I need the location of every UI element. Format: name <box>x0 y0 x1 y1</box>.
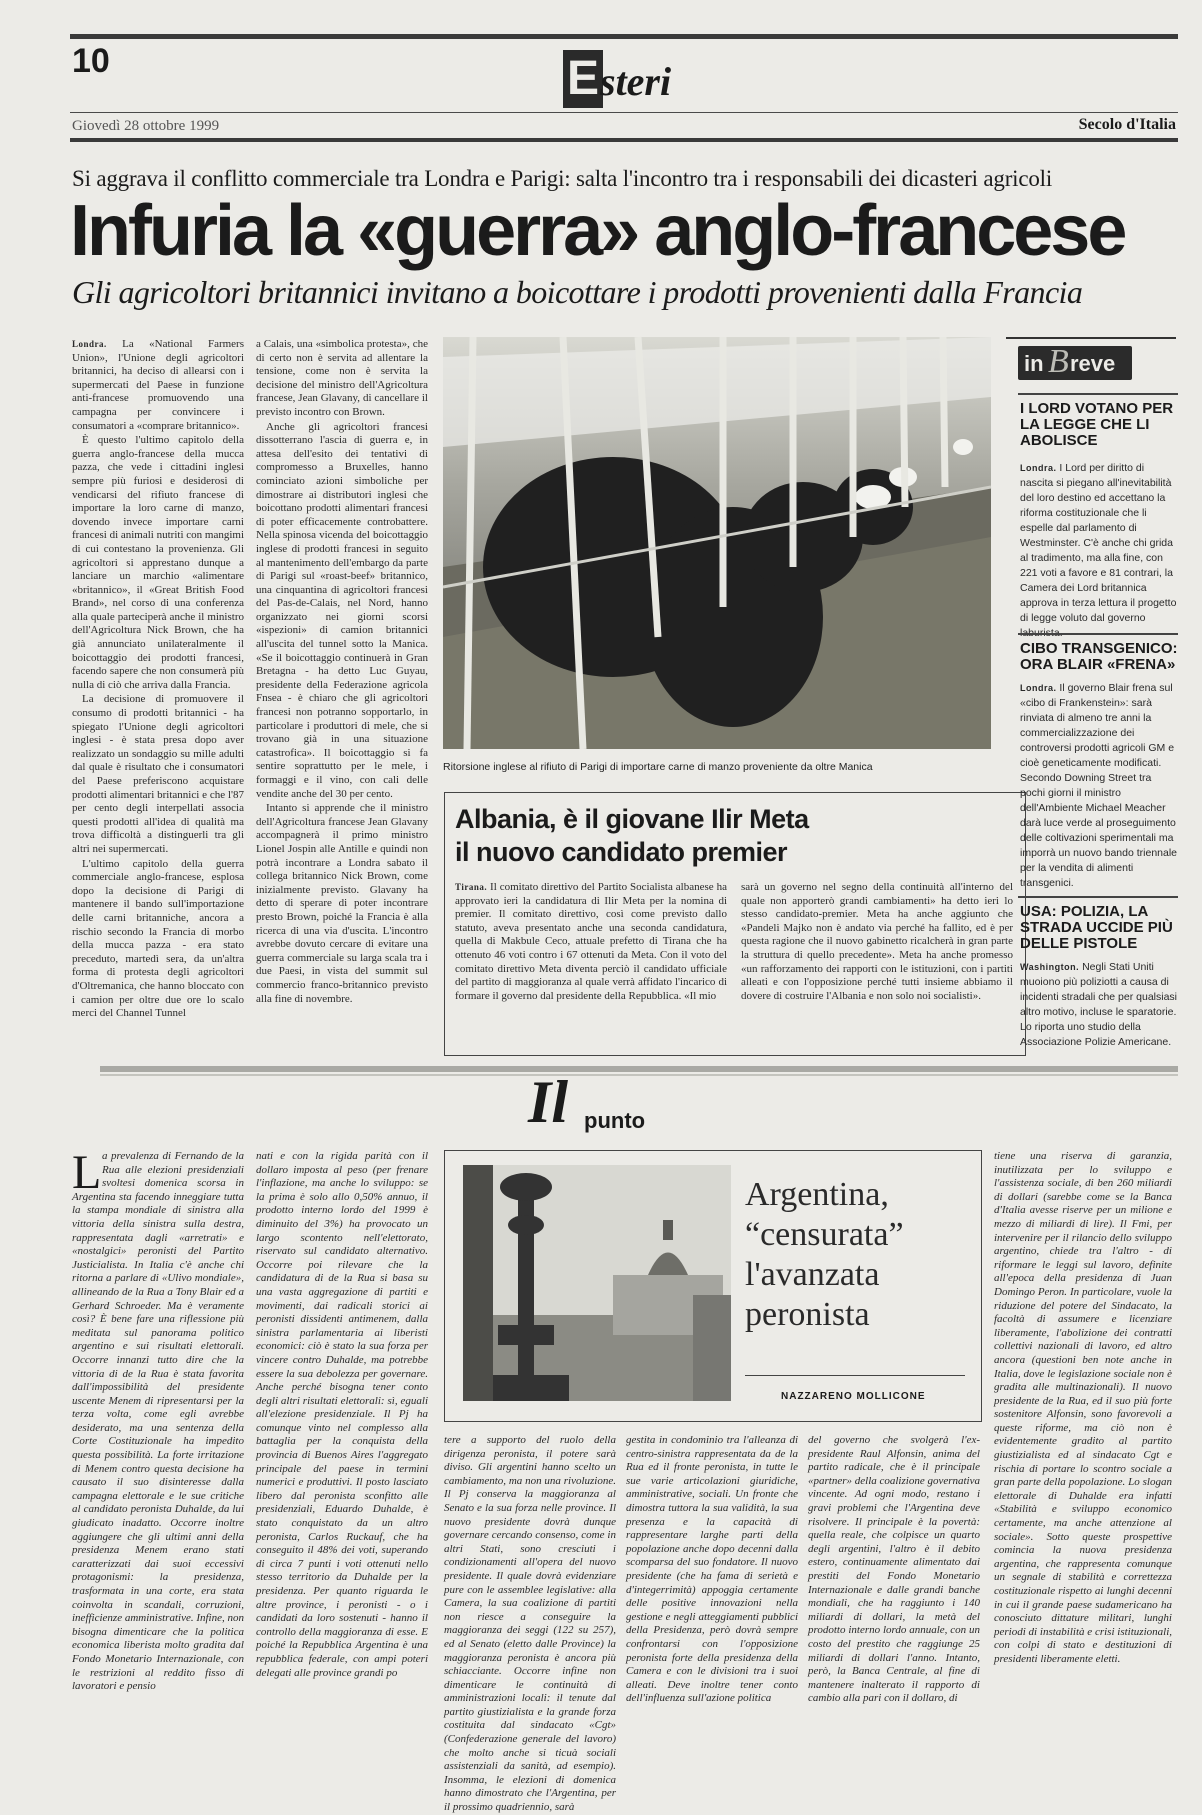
brief-title: CIBO TRANSGENICO: ORA BLAIR «FRENA» <box>1020 640 1178 673</box>
brief-text: Il governo Blair frena sul «cibo di Frankenstein»: sarà rinviata di almeno tre anni la commercializzazione dei controversi prodotti agricoli GM e cioè geneticamente modificati. Secondo Downing Street tra pochi giorni il ministro dell'Ambiente Michael Meacher darà luce verde al proseguimento delle coltivazioni sperimentali ma imporrà un nuovo bando triennale per la vendita di alimenti transgenici. <box>1020 682 1178 889</box>
feature-title-line4: peronista <box>745 1296 870 1333</box>
ilpunto-paragraph: nati e con la rigida parità con il dollaro imposta al peso (per frenare l'inflazione, ma anche lo sviluppo: se la prima è solo allo 0,50% annuo, il prodotto interno lordo del 1999 è diminuito del 3%) ha provocato un largo scontento nell'elettorato, riservato sul candidato alternativo. Occorre poi rilevare che la candidatura di de la Rua si basa su una vasta aggregazione di partiti e movimenti, dai radicali storici ai peronisti dissidenti antimenem, dalla sinistra parlamentaria ai liberisti economici: ciò è stato la sua forza per vincere contro Duhalde, ma potrebbe essere la sua debolezza per governare. Anche perché bisogna tener conto degli altri risultati elettorali: sì, eguali all'elezione presidenziale. Il Pj ha comunque vinto nel complesso alla battaglia per la conquista della provincia di Buenos Aires l'aggregato principale del paese in termini numerici e produttivi. Il posto lasciato libero dal peronista sconfitto alle presidenziali, Eduardo Duhalde, è stato conquistato da un altro peronista, Carlos Ruckauf, che ha conseguito il 48% dei voti, superando di circa 7 punti i voti ottenuti nello stesso territorio da Duhalde per la presidenza. Per quanto riguarda le altre province, i peronisti - o i candidati da loro sostenuti - hanno il controllo della maggioranza di esse. E poiché la Repubblica Argentina è una repubblica federale, con ampi poteri delegati alle province grandi po <box>256 1150 428 1679</box>
ilpunto-logo-word: punto <box>584 1108 646 1133</box>
page-number: 10 <box>72 42 110 80</box>
lead-headline: Infuria la «guerra» anglo-francese <box>70 191 1125 271</box>
section-initial: E <box>566 52 599 105</box>
albania-column-2 <box>741 881 1013 1049</box>
lead-paragraph: a Calais, una «simbolica protesta», che di certo non è servita ad allentare la tensione, come non è servita la decisione del ministro dell'Agricoltura francese, Jean Glavany, di cancellare il previsto incontro con Brown. <box>256 338 428 418</box>
albania-paragraph: Il comitato direttivo del Partito Socialista albanese ha approvato ieri la candidatura di Ilir Meta per la nomina di premier. Il comitato direttivo, così come previsto dallo statuto, aveva presentato anche una seconda candidatura, quella di Makbule Ceco, attuale prefetto di Tirana che ha ottenuto 46 voti contro i 67 ottenuti da Meta. Con il voto del comitato direttivo Meta diventa perciò il candidato ufficiale del partito di maggioranza al quale verrà affidato l'incarico di formare il governo dal presidente della Repubblica. «Il mio <box>455 881 727 1002</box>
ilpunto-paragraph: tiene una riserva di garanzia, inutilizzata per lo sviluppo e l'assistenza sociale, di ben 260 miliardi di dollari (sarebbe come se la Banca d'Italia avesse riserve per un milione e mezzo di miliardi di lire). Il Fmi, per intervenire per il rilancio dello sviluppo argentino, chiede tra l'altro - di riformare le leggi sul lavoro, definite all'epoca della presidenza di Juan Domingo Peron. In particolare, vuole la riduzione del potere del Sindacato, la facoltà di assumere e licenziare liberamente, l'abolizione dei contratti collettivi nazionali di lavoro, ed altro ancora (questioni ben note anche in Italia, dove le legislazione sociale non è gradita alle multinazionali). Il nuovo presidente de la Rua, ed il suo più forte sostenitore Alfonsin, sono favorevoli a queste riforme, ma ciò non è evidentemente gradito al partito giustizialista ed al sindacato Cgt e rischia di portare lo scontro sociale a gran parte della popolazione. Lo slogan elettorale di Duhalde era infatti «Stabilità e sviluppo economico certamente, ma anche attenzione al sociale». Sotto queste prospettive comincia la nuova presidenza argentina, che rappresenta comunque un segnale di stabilità e correttezza costituzionale rispetto ai lunghi decenni in cui il grande paese sudamericano ha conosciuto dittature militari, lunghi periodi di instabilità e crisi istituzionali, con colpi di stato e destituzioni di presidenti liberamente eletti. <box>994 1150 1172 1665</box>
ilpunto-column-6 <box>994 1150 1172 1740</box>
photo-caption: Ritorsione inglese al rifiuto di Parigi di importare carne di manzo proveniente da oltre Manica <box>443 761 873 773</box>
lead-paragraph: La «National Farmers Union», l'Unione degli agricoltori britannici, ha deciso di allearsi con i supermercati del Paese in funzione anti-francese promuovendo una campagna per convincere i consumatori a «comprare britannico». <box>72 338 244 432</box>
ilpunto-column-5 <box>808 1434 980 1740</box>
section-name: steri <box>600 59 672 104</box>
lead-paragraph: La decisione di promuovere il consumo di prodotti britannici - ha spiegato l'Unione degli agricoltori inglesi - è stata presa dopo aver realizzato un sondaggio su mille adulti dal quale è risultato che i consumatori del Paese preferiscono acquistare prodotti alimentari britannici e che l'87 per cento degli interpellati associa questi prodotti all'idea di qualità ma trova difficoltà a distinguerli tra gli altri nei supermercati. <box>72 693 244 855</box>
buenos-aires-photo <box>463 1165 731 1401</box>
brief-item <box>1020 641 1178 891</box>
brief-dateline: Washington. <box>1020 962 1080 972</box>
ilpunto-paragraph: del governo che svolgerà l'ex-presidente Raul Alfonsin, anima del partito radicale, che è il principale «partner» della coalizione governativa vincente. Ad ogni modo, restano i gravi problemi che l'Argentina deve risolvere. Il principale è la povertà: quella reale, che colpisce un quarto degli argentini, l'altro è il debito estero, continuamente alimentato dai prestiti del Fondo Monetario Internazionale e dalle grandi banche mondiali, che ha raggiunto i 140 miliardi di dollari, la metà del prodotto interno lordo annuale, con un costo del prestito che raggiunge 25 miliardi di dollari l'anno. Intanto, però, la Banca Centrale, al fine di mantenere inalterato il rapporto di cambio alla pari con il dollaro, di <box>808 1434 980 1705</box>
feature-title-line2: “censurata” <box>745 1216 904 1253</box>
albania-title-line1: Albania, è il giovane Ilir Meta <box>455 804 809 834</box>
brief-title: I LORD VOTANO PER LA LEGGE CHE LI ABOLISCE <box>1020 400 1174 449</box>
breve-header-initial: B <box>1048 343 1069 380</box>
dropcap: L <box>72 1146 102 1199</box>
ilpunto-paragraph: gestita in condominio tra l'alleanza di centro-sinistra rappresentata da de la Rua ed il fronte peronista, in tutte le sue varie articolazioni giuridiche, amministrative, sociali. Un fronte che dimostra tuttora la sua validità, la sua presenza e la capacità di rappresentare larghe parti della popolazione anche dopo decenni dalla scomparsa del suo fondatore. Il nuovo presidente (che ha fama di serietà e d'integerrimità) appoggia certamente delle positive innovazioni nella gestione e negli atteggiamenti pubblici della Presidenza, però dovrà sempre confrontarsi con l'opposizione peronista forte della presidenza della Camera e con le divisioni tra i suoi alleati. Deve inoltre tener conto dell'influenza sull'azione politica <box>626 1434 798 1705</box>
breve-header <box>1018 343 1132 380</box>
albania-title-line2: il nuovo candidato premier <box>455 837 788 867</box>
brief-item <box>1020 904 1178 1050</box>
date-rule-bottom <box>70 138 1178 142</box>
brief-item <box>1020 401 1178 641</box>
feature-title-line1: Argentina, <box>745 1176 889 1213</box>
cattle-photo <box>443 337 991 749</box>
lead-column-2 <box>256 338 428 1054</box>
ilpunto-column-3 <box>444 1434 616 1814</box>
brief-text: Negli Stati Uniti muoiono più poliziotti a causa di incidenti stradali che per qualsiasi altro motivo, incluse le sparatorie. Lo riporta uno studio della Associazione Polizie Americane. <box>1020 961 1178 1048</box>
lead-paragraph: L'ultimo capitolo della guerra commerciale anglo-francese, esplosa dopo la decisione di Parigi di mantenere il bando sull'importazione delle carni britanniche, ancora a rischio secondo la Francia di morbo della mucca pazza - era stato preceduto, martedì sera, da un'altra forma di protesta degli agricoltori d'Oltremanica, che hanno bloccato con i camion per oltre due ore lo scalo merci del Channel Tunnel <box>72 857 244 1020</box>
lead-dateline: Londra. <box>72 339 107 349</box>
section-initial-block <box>563 50 603 108</box>
date-rule <box>70 112 1178 113</box>
breve-rule <box>1018 393 1178 395</box>
buenos-aires-illustration <box>463 1165 731 1401</box>
albania-dateline: Tirana. <box>455 882 488 892</box>
ilpunto-column-2 <box>256 1150 428 1740</box>
lead-kicker: Si aggrava il conflitto commerciale tra Londra e Parigi: salta l'incontro tra i responsabili dei dicasteri agricoli <box>72 166 1053 191</box>
author-rule <box>745 1375 965 1376</box>
albania-column-1 <box>455 881 727 1049</box>
lead-subhead: Gli agricoltori britannici invitano a boicottare i prodotti provenienti dalla Francia <box>72 274 1083 310</box>
breve-header-in: in <box>1024 351 1044 376</box>
breve-header-word: reve <box>1070 351 1116 376</box>
brief-dateline: Londra. <box>1020 463 1057 473</box>
dropcap-spacer <box>72 1150 102 1190</box>
feature-title-line3: l'avanzata <box>745 1256 880 1293</box>
brief-divider <box>1018 896 1178 898</box>
ilpunto-logo-letters: Il <box>528 1069 569 1135</box>
ilpunto-column-4 <box>626 1434 798 1740</box>
ilpunto-rule-2 <box>100 1074 1178 1076</box>
argentina-feature-box <box>444 1150 982 1422</box>
cattle-photo-illustration <box>443 337 991 749</box>
ilpunto-paragraph: a prevalenza di Fernando de la Rua alle elezioni presidenziali svoltesi domenica scorsa in Argentina sta facendo inneggiare tutta la stampa mondiale di sinistra alla vittoria della sinistra sulla destra, rappresentata dagli «arretrati» e «nostalgici» peronisti del Partito Justicialista. In Italia c'è anche chi ritorna a parlare di «Ulivo mondiale», allineando de la Rua a Tony Blair ed a Gerhard Schroeder. Ma è veramente così? È bene fare una riflessione più meditata sul panorama politico argentino e sui risultati elettorali. Occorre innanzi tutto dire che la vittoria di de la Rua è stata favorita dall'impossibilità del presidente uscente Menem di ripresentarsi per la terza volta, come egli avrebbe desiderato, ma una sentenza della Corte Costituzionale ha impedito questa possibilità. La forte irritazione di Menem contro questa decisione ha causato il suo disinteresse dalla campagna elettorale e le sue critiche al candidato peronista Duhalde, da lui giudicato inadatto. Occorre inoltre aggiungere che gli ultimi anni della presidenza Menem erano stati caratterizzati dai suoi eccessivi protagonismi: la presidenza, trasformata in una corte, era stata coinvolta in scandali, corruzioni, inefficienze amministrative. Infine, non bisogna dimenticare che la politica economica liberista molto gradita dal Fondo Monetario Internazionale, con le restrizioni al reddito fisso di lavoratori e pensio <box>72 1150 244 1693</box>
ilpunto-paragraph: tere a supporto del ruolo della dirigenza peronista, il potere sarà diviso. Gli argentini hanno scelto un cambiamento, ma non una rivoluzione. Il Pj conserva la maggioranza al Senato e la sua forza nelle province. Il nuovo presidente dovrà dunque governare cercando consenso, come in altri Stati, sono cresciuti i condizionamenti all'opera del nuovo presidente. Il quale dovrà evidenziare pure con le assemblee legislative: alla Camera, la sua coalizione di partiti non riesce a conseguire la maggioranza dei seggi (122 su 257), ed al Senato (eletto dalle Province) la maggioranza peronista è ancora più schiacciante. Occorre infine non dimenticare le continuità di amministrazioni locali: il tenute dal partito giustizialista e la grande forza costituita dal sindacato «Cgt» (Confederazione generale del lavoro) che molto anche si ticuà sociali assistenziali da sanità, ad esempio). Insomma, le elezioni di domenica hanno dimostrato che l'Argentina, per il prossimo quadriennio, sarà <box>444 1434 616 1814</box>
ilpunto-column-1 <box>72 1146 244 1740</box>
ilpunto-rule <box>100 1066 1178 1072</box>
lead-paragraph: Anche gli agricoltori francesi dissotterrano l'ascia di guerra e, in attesa dell'esito dei tentativi di compromesso a Bruxelles, hanno cominciato azioni simboliche per dimostrare ai distributori inglesi che boicottano prodotti alimentari francesi di poter efficacemente controbattere. Nella spinosa vicenda del boicottaggio inglese di prodotti francesi in seguito al mantenimento dell'embargo da parte di Parigi sul «roast-beef» britannico, una cinquantina di agricoltori francesi del Pas-de-Calais, nel Nord, hanno organizzato nei giorni scorsi «ispezioni» di camion britannici all'uscita del tunnel sotto la Manica. «Se il boicottaggio continuerà in Gran Bretagna - ha detto Luc Guyau, presidente della Federazione agricola Fnsea - è chiaro che gli agricoltori francesi non potranno sopportarlo, in particolare i produttori di mele, che si trovano già in una situazione catastrofica». Il boicottaggio si fa sentire soprattutto per le mele, i formaggi e il vino, con cali delle vendite anche del 30 per cento. <box>256 420 428 800</box>
brief-title: USA: POLIZIA, LA STRADA UCCIDE PIÙ DELLE PISTOLE <box>1020 903 1173 952</box>
paper-name: Secolo d'Italia <box>1078 116 1176 133</box>
albania-paragraph: sarà un governo nel segno della continuità all'interno del quale non apporterò grandi cambiamenti» ha detto ieri lo stesso candidato-premier. Meta ha anche aggiunto che «Pandeli Majko non è andato via perché ha fallito, ed è per questa ragione che il nuovo gabinetto ricalcherà in gran parte la struttura di quello precedente». Meta ha anche promesso «un rafforzamento dei rapporti con le istituzioni, con i partiti alleati e con l'opposizione perché tutti insieme abbiamo il dovere di costruire l'Albania e non solo noi socialisti». <box>741 881 1013 1002</box>
lead-paragraph: È questo l'ultimo capitolo della guerra anglo-francese della mucca pazza, che vede i cittadini inglesi sempre più furiosi e desiderosi di vendicarsi del rifiuto francese di importare la loro carne di manzo, dovendo invece importare carni francesi di animali nutriti con mangimi di cui contestano la provenienza. Gli agricoltori si apprestano dunque a lanciare un marchio «alimentare «britannico», il «Great British Food Brand», nel corso di una conferenza alla quale parteciperà anche il ministro dell'Agricoltura Nick Brown, che ha già annunciato unilateralmente il boicottaggio dei prodotti francesi, facendo sapere che non consumerà più nulla di ciò che arriva dalla Francia. <box>72 434 244 691</box>
brief-dateline: Londra. <box>1020 683 1057 693</box>
brief-text: I Lord per diritto di nascita si piegano all'inevitabilità del loro destino ed accettano la riforma costituzionale che li espelle dal parlamento di Westminster. C'è anche chi grida al tradimento, ma alla fine, con 221 voti a favore e 81 contrari, la Camera dei Lord britannica approva in terza lettura il progetto di legge voluto dal governo <box>1020 462 1177 624</box>
author-name: NAZZARENO MOLLICONE <box>781 1391 926 1402</box>
lead-paragraph: Intanto si apprende che il ministro dell'Agricoltura francese Jean Glavany accompagnerà il primo ministro Lionel Jospin alle Antille e quindi non potrà incontrare a Londra sabato il collega britannico Nick Brown, come inizialmente previsto. Glavany ha detto di sperare di poter incontrare presto Brown, poiché la Francia è alla ricerca di una via d'uscita. L'incontro avrebbe dovuto cercare di evitare una guerra commerciale su larga scala tra i due Paesi, in vista del summit sul commercio franco-britannico previsto alla fine di novembre. <box>256 802 428 1005</box>
albania-box <box>444 792 1026 1056</box>
lead-column-1 <box>72 338 244 1054</box>
top-rule <box>70 34 1178 39</box>
issue-date: Giovedì 28 ottobre 1999 <box>72 118 220 134</box>
brief-divider <box>1018 633 1178 635</box>
